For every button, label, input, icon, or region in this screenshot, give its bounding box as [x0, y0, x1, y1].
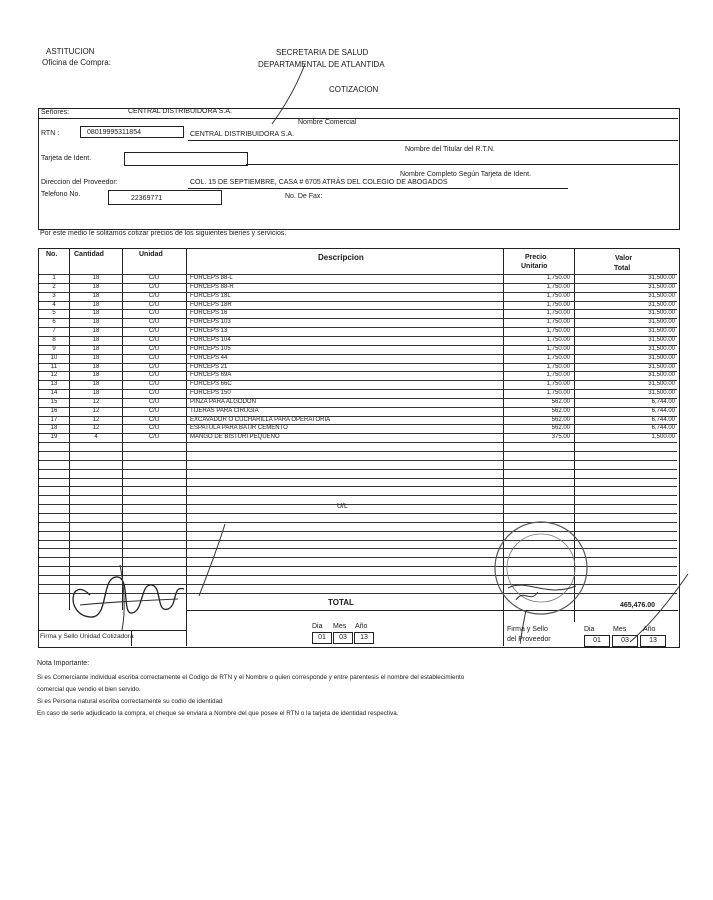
rtn-value: 08019995311854 — [80, 126, 184, 138]
row-unidad: C/U — [148, 372, 160, 379]
row-descripcion: FORCEPS 88-L — [190, 275, 233, 281]
telefono-value: 22369771 — [108, 190, 222, 205]
row-cantidad: 12 — [92, 407, 100, 414]
office-label: Oficina de Compra: — [42, 58, 111, 67]
total-label: TOTAL — [328, 598, 354, 607]
ano-label-left: Año — [355, 623, 368, 630]
row-precio: 562.00 — [551, 398, 570, 405]
row-total: 31,500.00 — [648, 345, 675, 352]
header-descripcion: Descripcion — [318, 253, 364, 262]
row-total: 31,500.00 — [648, 354, 675, 361]
secretaria-line-2: DEPARTAMENTAL DE ATLANTIDA — [258, 60, 385, 69]
header-precio-1: Precio — [525, 254, 547, 261]
row-descripcion: FORCEPS 69A — [190, 372, 232, 379]
header-cantidad: Cantidad — [74, 251, 104, 258]
divider — [38, 118, 678, 119]
row-cantidad: 18 — [92, 310, 100, 317]
titular-line — [188, 140, 678, 141]
row-descripcion: FORCEPS 66C — [190, 381, 232, 388]
header-valor-1: Valor — [615, 255, 633, 262]
row-precio: 1,750.00 — [546, 283, 570, 290]
row-descripcion: FORCEPS 103 — [190, 319, 231, 326]
row-unidad: C/U — [148, 425, 160, 432]
row-cantidad: 12 — [92, 416, 100, 423]
row-descripcion: FORCEPS 88-R — [190, 283, 234, 290]
direccion-value: COL. 15 DE SEPTIEMBRE, CASA # 6705 ATRÁS DEL COLEGIO DE ABOGADOS — [190, 179, 448, 186]
row-unidad: C/U — [148, 292, 160, 299]
row-descripcion: MANGO DE BISTURI PEQUEÑO — [190, 434, 280, 441]
row-unidad: C/U — [148, 354, 160, 361]
row-rule — [39, 495, 677, 496]
document-title: COTIZACION — [329, 85, 379, 94]
row-cantidad: 18 — [92, 328, 100, 335]
senores-label: Señores: — [41, 109, 70, 116]
senores-value: CENTRAL DISTRIBUIDORA S.A. — [128, 108, 232, 115]
row-descripcion: FORCEPS 105 — [190, 345, 231, 352]
row-cantidad: 18 — [92, 372, 100, 379]
row-total: 31,500.00 — [648, 310, 675, 317]
mes-label-right: Mes — [613, 626, 627, 633]
row-descripcion: FORCEPS 18L — [190, 292, 231, 299]
row-unidad: C/U — [148, 310, 160, 317]
row-precio: 1,750.00 — [546, 310, 570, 317]
row-precio: 562.00 — [551, 407, 570, 414]
row-unidad: C/U — [148, 345, 160, 352]
row-total: 31,500.00 — [648, 381, 675, 388]
row-cantidad: 4 — [94, 434, 98, 441]
firma-proveedor-2: del Proveedor — [507, 636, 551, 643]
firma-unidad-label: Firma y Sello Unidad Cotizadora — [40, 633, 134, 640]
header-no: No. — [46, 251, 58, 258]
row-precio: 1,750.00 — [546, 301, 570, 308]
mes-box-right: 03 — [612, 635, 638, 647]
row-total: 31,500.00 — [648, 283, 675, 290]
row-unidad: C/U — [148, 319, 160, 326]
ano-box-right: 13 — [640, 635, 666, 647]
row-precio: 1,750.00 — [546, 345, 570, 352]
row-total: 31,500.00 — [648, 363, 675, 370]
row-precio: 375.00 — [551, 434, 570, 441]
fax-label: No. De Fax: — [285, 193, 323, 200]
row-no: 5 — [52, 310, 56, 317]
row-descripcion: FORCEPS 21 — [190, 363, 228, 370]
dia-box-right: 01 — [584, 635, 610, 647]
dia-box-left: 01 — [312, 632, 332, 644]
row-cantidad: 18 — [92, 345, 100, 352]
row-precio: 1,750.00 — [546, 363, 570, 370]
telefono-label: Telefono No. — [41, 191, 81, 198]
row-unidad: C/U — [148, 301, 160, 308]
mes-label-left: Mes — [333, 623, 347, 630]
row-cantidad: 18 — [92, 381, 100, 388]
pen-stroke-left — [195, 520, 235, 600]
row-total: 31,500.00 — [648, 328, 675, 335]
row-no: 17 — [50, 416, 58, 423]
row-descripcion: TIJERAS PARA CIRUGIA — [190, 407, 259, 414]
row-rule — [39, 513, 677, 514]
rtn-label: RTN : — [41, 130, 60, 137]
header-precio-2: Unitario — [521, 263, 548, 270]
row-precio: 1,750.00 — [546, 354, 570, 361]
row-unidad: C/U — [148, 416, 160, 423]
row-total: 31,500.00 — [648, 319, 675, 326]
firma-sep — [131, 630, 132, 646]
row-no: 1 — [52, 275, 56, 281]
row-precio: 1,750.00 — [546, 328, 570, 335]
tarjeta-label: Tarjeta de Ident. — [41, 155, 92, 162]
row-descripcion: FORCEPS 18R — [190, 301, 232, 308]
row-descripcion: EXCAVADOR O CUCHARILLA PARA OPERATORIA — [190, 416, 331, 423]
tarjeta-value — [124, 152, 248, 166]
row-precio: 1,750.00 — [546, 381, 570, 388]
row-cantidad: 18 — [92, 275, 100, 281]
row-cantidad: 18 — [92, 283, 100, 290]
row-total: 31,500.00 — [648, 390, 675, 397]
row-no: 4 — [52, 301, 56, 308]
row-descripcion: FORCEPS 104 — [190, 336, 231, 343]
row-no: 12 — [50, 372, 58, 379]
row-descripcion: FORCEPS 16 — [190, 310, 228, 317]
secretaria-line-1: SECRETARIA DE SALUD — [276, 48, 369, 57]
row-unidad: C/U — [148, 434, 160, 441]
row-total: 31,500.00 — [648, 372, 675, 379]
row-no: 16 — [50, 407, 58, 414]
row-unidad: C/U — [148, 381, 160, 388]
row-rule — [39, 460, 677, 461]
row-unidad: C/U — [148, 275, 160, 281]
ul-mark: U/L — [337, 503, 348, 510]
row-cantidad: 18 — [92, 301, 100, 308]
row-no: 9 — [52, 345, 56, 352]
row-no: 19 — [50, 434, 58, 441]
row-cantidad: 12 — [92, 398, 100, 405]
row-cantidad: 18 — [92, 292, 100, 299]
row-total: 6,744.00 — [651, 425, 675, 432]
direccion-line — [188, 188, 568, 189]
row-rule — [39, 504, 677, 505]
row-cantidad: 12 — [92, 425, 100, 432]
firma-proveedor-1: Firma y Sello — [507, 626, 548, 633]
row-total: 31,500.00 — [648, 275, 675, 281]
row-total: 6,744.00 — [651, 407, 675, 414]
header-valor-2: Total — [614, 265, 631, 272]
row-rule — [39, 486, 677, 487]
notes-line-4: En caso de serle adjudicado la compra, el cheque se enviara a Nombre del que posee el RTN o la tarjeta de identidad respectiva. — [37, 710, 399, 717]
row-no: 8 — [52, 336, 56, 343]
row-no: 14 — [50, 390, 58, 397]
row-precio: 1,750.00 — [546, 292, 570, 299]
row-precio: 1,750.00 — [546, 390, 570, 397]
row-cantidad: 18 — [92, 354, 100, 361]
row-unidad: C/U — [148, 363, 160, 370]
ano-label-right: Año — [643, 626, 656, 633]
row-no: 10 — [50, 354, 58, 361]
row-precio: 562.00 — [551, 425, 570, 432]
row-total: 6,744.00 — [651, 416, 675, 423]
row-unidad: C/U — [148, 283, 160, 290]
notes-title: Nota Importante: — [37, 660, 90, 667]
ano-box-left: 13 — [354, 632, 374, 644]
firma-line — [38, 630, 186, 631]
row-total: 31,500.00 — [648, 336, 675, 343]
row-unidad: C/U — [148, 407, 160, 414]
row-total: 1,500.00 — [651, 434, 675, 441]
row-descripcion: FORCEPS 13 — [190, 328, 228, 335]
titular-label: Nombre del Titular del R.T.N. — [405, 146, 495, 153]
row-cantidad: 18 — [92, 336, 100, 343]
row-rule — [39, 442, 677, 443]
row-no: 13 — [50, 381, 58, 388]
row-descripcion: FORCEPS 150 — [190, 390, 231, 397]
row-unidad: C/U — [148, 390, 160, 397]
row-cantidad: 18 — [92, 390, 100, 397]
dia-label-left: Dia — [312, 623, 323, 630]
row-total: 31,500.00 — [648, 292, 675, 299]
tarjeta-line — [246, 164, 678, 165]
row-no: 2 — [52, 283, 56, 290]
row-unidad: C/U — [148, 336, 160, 343]
row-descripcion: ESPATULA PARA BATIR CEMENTO — [190, 425, 288, 432]
notes-line-1: Si es Comerciante individual escriba correctamente el Codigo de RTN y el Nombre o quien corresponde y entre parentesis el nombre del establecimiento — [37, 674, 465, 681]
row-rule — [39, 451, 677, 452]
row-descripcion: PINZA PARA ALGODÓN — [190, 398, 256, 405]
row-no: 11 — [50, 363, 58, 370]
row-descripcion: FORCEPS 44 — [190, 354, 228, 361]
row-no: 7 — [52, 328, 56, 335]
row-total: 31,500.00 — [648, 301, 675, 308]
row-precio: 1,750.00 — [546, 319, 570, 326]
mes-box-left: 03 — [333, 632, 353, 644]
header-unidad: Unidad — [139, 251, 163, 258]
direccion-label: Direccion del Proveedor: — [41, 179, 118, 186]
row-no: 15 — [50, 398, 58, 405]
institution-label: ASTITUCION — [46, 47, 95, 56]
total-value: 465,476.00 — [620, 602, 656, 609]
row-precio: 1,750.00 — [546, 372, 570, 379]
nombre-completo-label: Nombre Completo Según Tarjeta de Ident. — [400, 171, 532, 178]
row-no: 18 — [50, 425, 58, 432]
intro-text: Por este medio le solitamos cotizar precios de los siguientes bienes y servicios. — [40, 230, 287, 237]
row-no: 6 — [52, 319, 56, 326]
titular-value: CENTRAL DISTRIBUIDORA S.A. — [190, 131, 294, 138]
row-unidad: C/U — [148, 398, 160, 405]
row-cantidad: 18 — [92, 319, 100, 326]
notes-line-2: comercial que vendio el bien servido. — [37, 686, 141, 693]
row-rule — [39, 478, 677, 479]
dia-label-right: Dia — [584, 626, 595, 633]
signature-left — [60, 555, 190, 635]
row-unidad: C/U — [148, 328, 160, 335]
row-no: 3 — [52, 292, 56, 299]
row-precio: 562.00 — [551, 416, 570, 423]
nombre-comercial-label: Nombre Comercial — [298, 119, 357, 126]
row-rule — [39, 469, 677, 470]
row-precio: 1,750.00 — [546, 275, 570, 281]
row-precio: 1,750.00 — [546, 336, 570, 343]
row-total: 6,744.00 — [651, 398, 675, 405]
row-cantidad: 18 — [92, 363, 100, 370]
notes-line-3: Si es Persona natural escriba correctamente su codio de identidad — [37, 698, 223, 705]
